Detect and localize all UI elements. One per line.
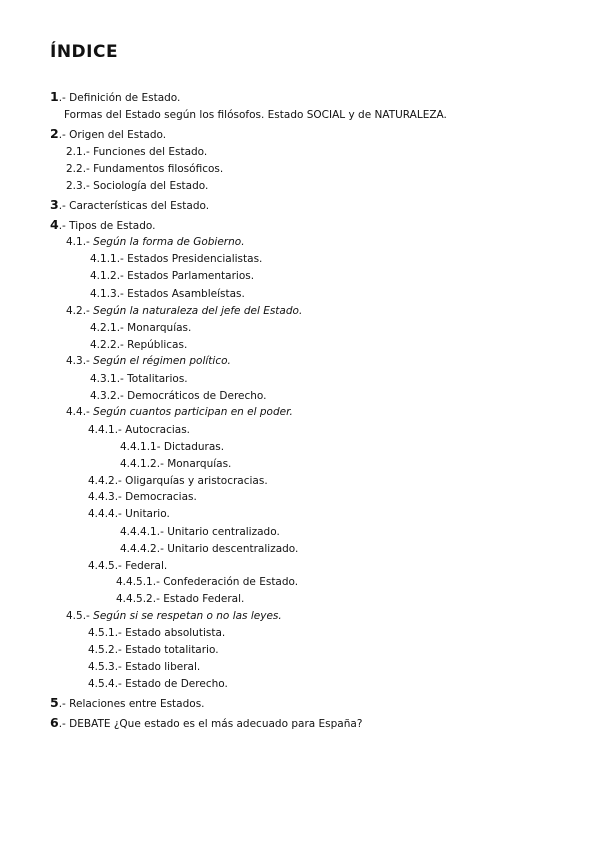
toc-entry-label: Según cuantos participan en el poder. [93,406,293,418]
toc-entry [90,253,262,266]
toc-entry [120,543,298,556]
toc-entry-label: .- DEBATE ¿Que estado es el más adecuado para España? [58,718,363,730]
toc-entry [66,355,231,368]
toc-entry-label: 4.4.5.1.- Confederación de Estado. [116,576,299,588]
toc-entry-number: 6 [50,715,59,730]
toc-entry-label: 4.4.4.- Unitario. [88,508,170,520]
toc-entry [50,218,155,233]
toc-entry-label: 4.1.3.- Estados Asambleístas. [90,288,245,300]
toc-entry [66,146,207,159]
toc-entry [88,560,167,573]
toc-entry [88,661,200,674]
toc-entry-number: 5 [50,695,59,710]
toc-entry [66,236,245,249]
toc-entry-label: 4.5.1.- Estado absolutista. [88,627,226,639]
toc-entry [90,322,191,335]
toc-entry-label: .- Origen del Estado. [58,129,167,141]
toc-entry-number: 1 [50,89,59,104]
toc-entry-label: 4.5.2.- Estado totalitario. [88,644,219,656]
toc-entry [50,696,205,711]
toc-entry-prefix: 4.5.- [66,610,94,622]
toc-entry-label: 2.1.- Funciones del Estado. [66,146,208,158]
toc-entry-label: 4.3.2.- Democráticos de Derecho. [90,390,267,402]
toc-entry [64,109,447,122]
toc-entry [88,678,228,691]
toc-entry [88,491,197,504]
toc-entry-number: 4 [50,217,59,232]
toc-entry-label: Según el régimen político. [93,355,231,367]
toc-entry-label: 4.1.2.- Estados Parlamentarios. [90,270,255,282]
toc-entry [90,288,245,301]
toc-entry [88,475,268,488]
toc-entry-label: 4.5.4.- Estado de Derecho. [88,678,228,690]
toc-entry-label: 4.4.1.2.- Monarquías. [120,458,232,470]
toc-entry-label: 4.4.4.2.- Unitario descentralizado. [120,543,299,555]
toc-entry-label: Según si se respetan o no las leyes. [93,610,282,622]
toc-entry-label: 4.2.2.- Repúblicas. [90,339,188,351]
toc-entry-label: Según la forma de Gobierno. [93,236,245,248]
toc-entry [66,163,223,176]
toc-entry [90,373,188,386]
toc-entry-number: 2 [50,126,59,141]
toc-entry-label: 4.4.1.- Autocracias. [88,424,191,436]
toc-entry [88,627,225,640]
toc-entry-label: Según la naturaleza del jefe del Estado. [93,305,303,317]
toc-entry [88,424,190,437]
toc-entry [90,270,254,283]
toc-entry [120,458,231,471]
toc-entry-label: 4.4.5.2.- Estado Federal. [116,593,245,605]
toc-entry-label: .- Tipos de Estado. [58,220,156,232]
toc-entry [50,127,166,142]
toc-entry-number: 3 [50,197,59,212]
toc-entry [66,406,293,419]
toc-entry [90,390,267,403]
toc-entry-label: Formas del Estado según los filósofos. Estado SOCIAL y de NATURALEZA. [64,109,447,121]
toc-entry-prefix: 4.3.- [66,355,94,367]
toc-entry-label: 2.2.- Fundamentos filosóficos. [66,163,224,175]
toc-entry-label: 4.2.1.- Monarquías. [90,322,192,334]
toc-entry [66,180,208,193]
toc-entry [88,644,219,657]
toc-entry [66,305,302,318]
toc-entry-label: 4.4.4.1.- Unitario centralizado. [120,526,280,538]
toc-entry-label: 2.3.- Sociología del Estado. [66,180,209,192]
toc-entry-label: .- Características del Estado. [58,200,210,212]
toc-entry-label: .- Relaciones entre Estados. [58,698,205,710]
toc-entry-label: 4.4.1.1- Dictaduras. [120,441,225,453]
toc-entry-label: 4.5.3.- Estado liberal. [88,661,201,673]
toc-entry-prefix: 4.2.- [66,305,94,317]
toc-entry [116,576,298,589]
toc-entry-label: 4.4.3.- Democracias. [88,491,197,503]
toc-entry [90,339,187,352]
toc-entry [50,716,362,731]
toc-entry-prefix: 4.4.- [66,406,94,418]
toc-entry [50,90,180,105]
toc-entry [88,508,170,521]
toc-entry-label: 4.4.5.- Federal. [88,560,168,572]
toc-entry [66,610,282,623]
toc-entry [120,526,280,539]
toc-entry-label: .- Definición de Estado. [58,92,181,104]
page-title: ÍNDICE [50,42,119,62]
toc-entry-label: 4.1.1.- Estados Presidencialistas. [90,253,263,265]
toc-entry [116,593,244,606]
toc-entry-label: 4.4.2.- Oligarquías y aristocracias. [88,475,268,487]
toc-entry-label: 4.3.1.- Totalitarios. [90,373,188,385]
toc-entry [120,441,224,454]
toc-entry-prefix: 4.1.- [66,236,94,248]
toc-entry [50,198,209,213]
